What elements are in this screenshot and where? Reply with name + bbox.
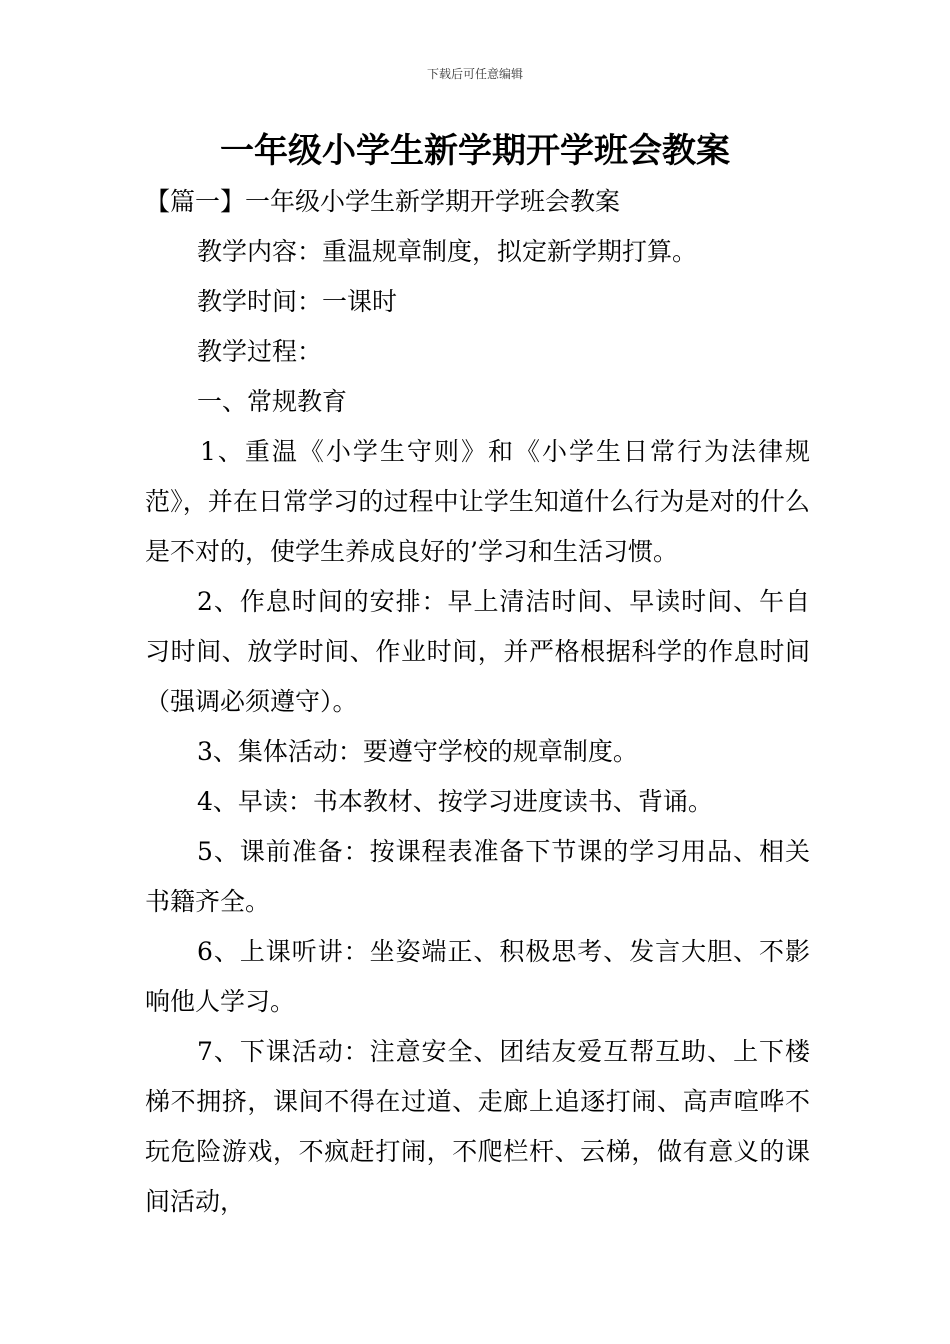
document-body bbox=[145, 177, 810, 1227]
paragraph-item-4: 4、早读：书本教材、按学习进度读书、背诵。 bbox=[197, 787, 713, 816]
paragraph-item-7: 7、下课活动：注意安全、团结友爱互帮互助、上下楼梯不拥挤，课间不得在过道、走廊上追逐打闹、高声喧哗不玩危险游戏，不疯赶打闹，不爬栏杆、云梯，做有意义的课间活动， bbox=[145, 1037, 810, 1216]
paragraph-item-3: 3、集体活动：要遵守学校的规章制度。 bbox=[197, 737, 638, 766]
document-title: 一年级小学生新学期开学班会教案 bbox=[220, 131, 730, 171]
paragraph-teaching-time: 教学时间：一课时 bbox=[197, 287, 398, 316]
paragraph-teaching-process: 教学过程： bbox=[197, 337, 323, 366]
paragraph-teaching-content: 教学内容：重温规章制度，拟定新学期打算。 bbox=[197, 237, 698, 266]
paragraph-item-6: 6、上课听讲：坐姿端正、积极思考、发言大胆、不影响他人学习。 bbox=[145, 937, 810, 1016]
header-note: 下载后可任意编辑 bbox=[426, 67, 523, 81]
paragraph-item-1: 1、重温《小学生守则》和《小学生日常行为法律规范》，并在日常学习的过程中让学生知道什么行为是对的什么是不对的，使学生养成良好的’学习和生活习惯。 bbox=[145, 437, 810, 566]
paragraph-item-5: 5、课前准备：按课程表准备下节课的学习用品、相关书籍齐全。 bbox=[145, 837, 810, 916]
paragraph-routine-education: 一、常规教育 bbox=[197, 387, 348, 416]
paragraph-item-2: 2、作息时间的安排：早上清洁时间、早读时间、午自习时间、放学时间、作业时间，并严格根据科学的作息时间（强调必须遵守）。 bbox=[145, 587, 810, 716]
section-heading: 【篇一】一年级小学生新学期开学班会教案 bbox=[145, 187, 621, 216]
